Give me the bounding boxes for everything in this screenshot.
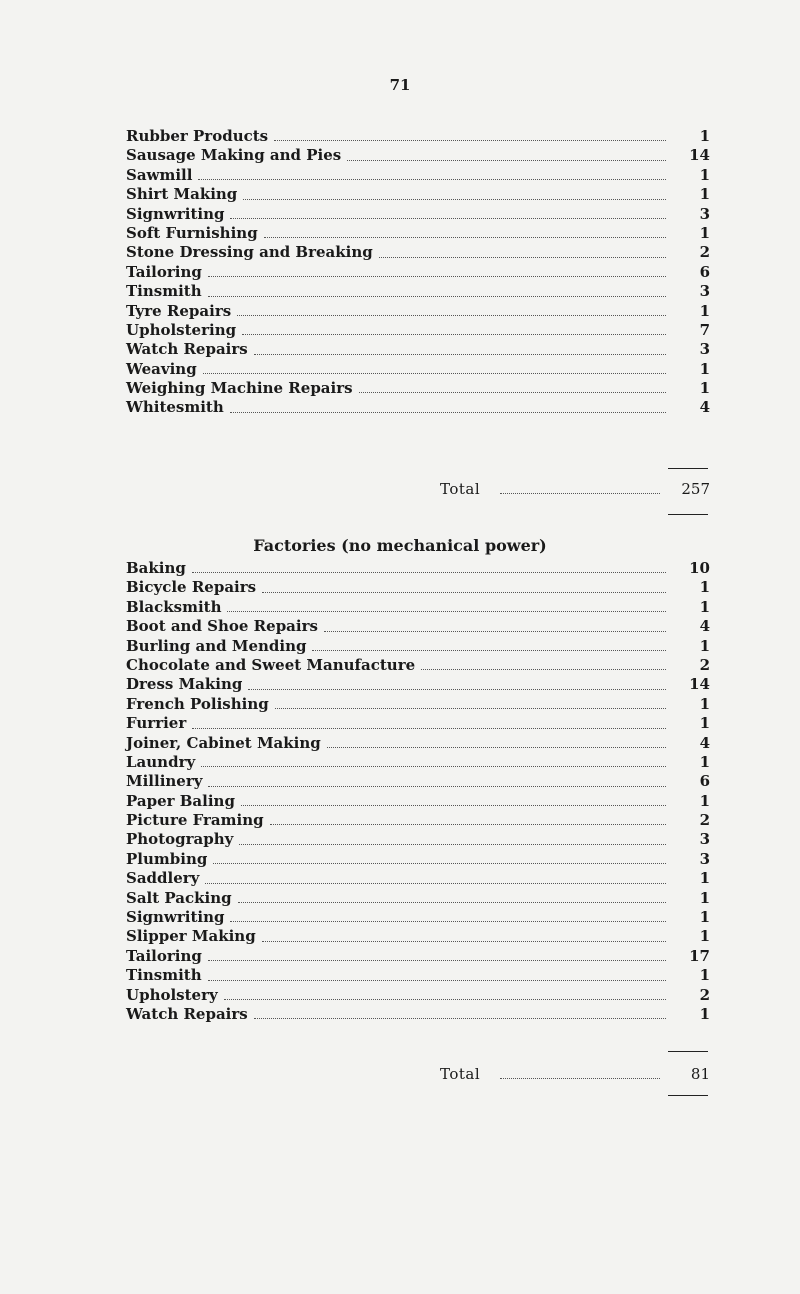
trade-name: Saddlery <box>126 869 200 888</box>
total-rule-bottom-1 <box>668 514 708 515</box>
table-row <box>126 986 710 1005</box>
trade-name: Boot and Shoe Repairs <box>126 617 318 636</box>
dot-leader <box>198 179 666 180</box>
trades-list-mechanical <box>126 127 710 418</box>
trade-name: Burling and Mending <box>126 636 307 655</box>
trade-name: Signwriting <box>126 204 225 223</box>
trade-name: Watch Repairs <box>126 1004 248 1023</box>
dot-leader <box>254 1018 666 1019</box>
dot-leader <box>227 611 666 612</box>
trade-name: Tailoring <box>126 262 202 281</box>
trade-count: 1 <box>699 714 710 733</box>
table-row <box>126 205 710 224</box>
trade-name: Tinsmith <box>126 966 202 985</box>
dot-leader <box>230 921 666 922</box>
trade-count: 1 <box>699 1004 710 1023</box>
dot-leader <box>230 218 666 219</box>
trade-count: 2 <box>699 811 710 830</box>
table-row <box>126 637 710 656</box>
trade-count: 14 <box>689 146 710 165</box>
trade-name: Blacksmith <box>126 597 222 616</box>
total-rule-top-2 <box>668 1051 708 1052</box>
trade-name: Laundry <box>126 752 196 771</box>
total-rule-bottom-2 <box>668 1095 708 1096</box>
trade-count: 1 <box>699 359 710 378</box>
trade-name: Joiner, Cabinet Making <box>126 733 321 752</box>
trade-name: Plumbing <box>126 849 208 868</box>
table-row <box>126 398 710 417</box>
dot-leader <box>243 199 666 200</box>
section-title: Factories (no mechanical power) <box>253 536 547 555</box>
trade-name: Furrier <box>126 714 187 733</box>
dot-leader <box>500 493 660 494</box>
table-row <box>126 1005 710 1024</box>
table-row <box>126 908 710 927</box>
trade-name: Photography <box>126 830 234 849</box>
dot-leader <box>324 631 666 632</box>
trade-count: 1 <box>699 301 710 320</box>
dot-leader <box>262 941 666 942</box>
trades-list-no-mechanical <box>126 559 710 1024</box>
trade-name: French Polishing <box>126 694 269 713</box>
trade-count: 1 <box>699 791 710 810</box>
trade-count: 2 <box>699 985 710 1004</box>
dot-leader <box>359 392 666 393</box>
table-row <box>126 656 710 675</box>
dot-leader <box>213 863 666 864</box>
table-row <box>126 302 710 321</box>
table-row <box>126 695 710 714</box>
trade-count: 7 <box>699 320 710 339</box>
table-row <box>126 734 710 753</box>
total-value: 257 <box>681 480 710 498</box>
table-row <box>126 830 710 849</box>
trade-count: 10 <box>689 558 710 577</box>
trade-name: Tailoring <box>126 946 202 965</box>
trade-count: 4 <box>699 398 710 417</box>
trade-count: 3 <box>699 204 710 223</box>
table-row <box>126 869 710 888</box>
trade-name: Chocolate and Sweet Manufacture <box>126 655 416 674</box>
trade-name: Weighing Machine Repairs <box>126 379 353 398</box>
trade-name: Whitesmith <box>126 398 224 417</box>
dot-leader <box>312 650 666 651</box>
dot-leader <box>379 257 666 258</box>
trade-count: 4 <box>699 617 710 636</box>
table-row <box>126 127 710 146</box>
total-label: Total <box>440 480 481 498</box>
table-row <box>126 598 710 617</box>
trade-name: Soft Furnishing <box>126 223 258 242</box>
trade-name: Upholstery <box>126 985 218 1004</box>
table-row <box>126 321 710 340</box>
trade-count: 17 <box>689 946 710 965</box>
table-row <box>126 811 710 830</box>
trade-name: Sawmill <box>126 165 193 184</box>
trade-count: 1 <box>699 752 710 771</box>
dot-leader <box>275 708 666 709</box>
table-row <box>126 263 710 282</box>
table-row <box>126 617 710 636</box>
dot-leader <box>238 902 666 903</box>
trade-name: Signwriting <box>126 908 225 927</box>
trade-name: Paper Baling <box>126 791 235 810</box>
trade-count: 1 <box>699 165 710 184</box>
dot-leader <box>208 786 666 787</box>
dot-leader <box>224 999 666 1000</box>
trade-count: 3 <box>699 282 710 301</box>
trade-count: 1 <box>699 223 710 242</box>
trade-name: Tinsmith <box>126 282 202 301</box>
table-row <box>126 927 710 946</box>
table-row <box>126 282 710 301</box>
dot-leader <box>230 412 666 413</box>
table-row <box>126 224 710 243</box>
trade-count: 2 <box>699 655 710 674</box>
trade-count: 6 <box>699 262 710 281</box>
total-row-1 <box>440 478 710 500</box>
dot-leader <box>208 296 666 297</box>
dot-leader <box>274 140 666 141</box>
table-row <box>126 559 710 578</box>
table-row <box>126 792 710 811</box>
trade-count: 1 <box>699 597 710 616</box>
dot-leader <box>192 572 666 573</box>
dot-leader <box>262 592 666 593</box>
trade-count: 14 <box>689 675 710 694</box>
trade-name: Salt Packing <box>126 888 232 907</box>
table-row <box>126 578 710 597</box>
dot-leader <box>201 766 666 767</box>
dot-leader <box>347 160 666 161</box>
table-row <box>126 753 710 772</box>
table-row <box>126 146 710 165</box>
table-row <box>126 947 710 966</box>
dot-leader <box>270 824 666 825</box>
table-row <box>126 185 710 204</box>
dot-leader <box>248 689 666 690</box>
dot-leader <box>203 373 666 374</box>
dot-leader <box>500 1078 660 1079</box>
table-row <box>126 379 710 398</box>
trade-count: 1 <box>699 869 710 888</box>
trade-count: 3 <box>699 830 710 849</box>
dot-leader <box>327 747 666 748</box>
table-row <box>126 675 710 694</box>
total-label: Total <box>440 1065 481 1083</box>
trade-name: Rubber Products <box>126 126 269 145</box>
trade-count: 1 <box>699 379 710 398</box>
trade-name: Watch Repairs <box>126 340 248 359</box>
page-number: 71 <box>389 76 411 94</box>
total-row-2 <box>440 1063 710 1085</box>
dot-leader <box>254 354 666 355</box>
table-row <box>126 966 710 985</box>
dot-leader <box>242 334 666 335</box>
dot-leader <box>208 980 666 981</box>
total-value: 81 <box>690 1065 710 1083</box>
trade-count: 1 <box>699 694 710 713</box>
table-row <box>126 243 710 262</box>
table-row <box>126 340 710 359</box>
dot-leader <box>239 844 666 845</box>
trade-count: 6 <box>699 772 710 791</box>
dot-leader <box>241 805 666 806</box>
trade-name: Tyre Repairs <box>126 301 232 320</box>
trade-count: 1 <box>699 927 710 946</box>
trade-name: Dress Making <box>126 675 243 694</box>
table-row <box>126 772 710 791</box>
table-row <box>126 714 710 733</box>
trade-name: Slipper Making <box>126 927 256 946</box>
trade-count: 1 <box>699 636 710 655</box>
dot-leader <box>208 276 666 277</box>
trade-name: Picture Framing <box>126 811 264 830</box>
trade-count: 1 <box>699 888 710 907</box>
trade-name: Shirt Making <box>126 185 238 204</box>
table-row <box>126 850 710 869</box>
table-row <box>126 889 710 908</box>
trade-count: 1 <box>699 908 710 927</box>
trade-name: Stone Dressing and Breaking <box>126 243 373 262</box>
dot-leader <box>208 960 666 961</box>
trade-count: 3 <box>699 340 710 359</box>
trade-name: Weaving <box>126 359 197 378</box>
dot-leader <box>205 883 666 884</box>
trade-name: Bicycle Repairs <box>126 578 257 597</box>
dot-leader <box>237 315 666 316</box>
trade-count: 4 <box>699 733 710 752</box>
trade-name: Baking <box>126 558 186 577</box>
trade-count: 2 <box>699 243 710 262</box>
trade-name: Millinery <box>126 772 203 791</box>
table-row <box>126 360 710 379</box>
trade-count: 1 <box>699 185 710 204</box>
trade-count: 3 <box>699 849 710 868</box>
dot-leader <box>192 728 666 729</box>
total-rule-top-1 <box>668 468 708 469</box>
trade-name: Sausage Making and Pies <box>126 146 342 165</box>
trade-name: Upholstering <box>126 320 237 339</box>
trade-count: 1 <box>699 126 710 145</box>
trade-count: 1 <box>699 578 710 597</box>
trade-count: 1 <box>699 966 710 985</box>
table-row <box>126 166 710 185</box>
dot-leader <box>421 669 666 670</box>
dot-leader <box>264 237 666 238</box>
